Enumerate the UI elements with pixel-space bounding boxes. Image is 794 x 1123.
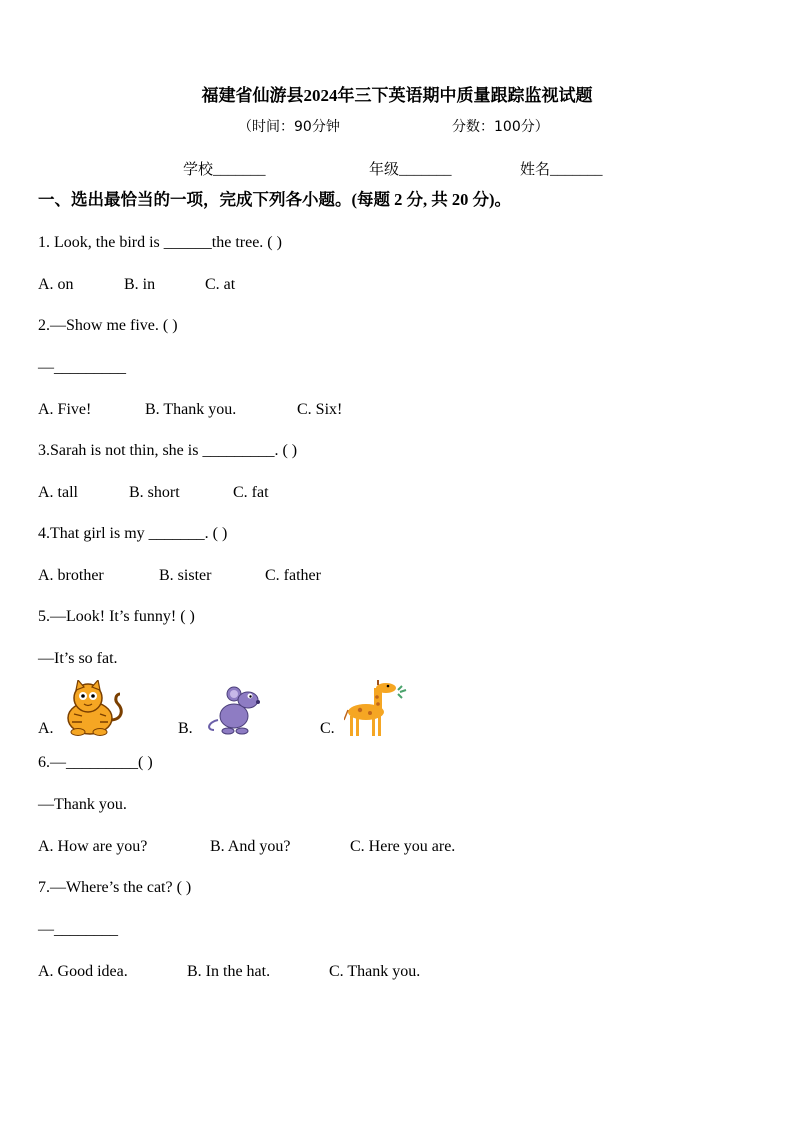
page-title: 福建省仙游县2024年三下英语期中质量跟踪监视试题	[201, 86, 593, 105]
q7-option-b[interactable]: B. In the hat.	[187, 963, 271, 980]
q6-option-a[interactable]: A. How are you?	[38, 838, 148, 855]
q3-option-c[interactable]: C. fat	[233, 484, 269, 501]
exam-time: （时间：90分钟	[238, 119, 340, 135]
q2-option-c[interactable]: C. Six!	[297, 401, 343, 418]
question-1: 1. Look, the bird is ______the tree. ( )	[38, 234, 282, 251]
giraffe-icon[interactable]	[344, 680, 410, 736]
exam-score: 分数：100分）	[452, 119, 549, 135]
question-7: 7.—Where’s the cat? ( )	[38, 879, 192, 896]
q6-option-b[interactable]: B. And you?	[210, 838, 291, 855]
q5-answer-line: —It’s so fat.	[38, 650, 118, 667]
question-6: 6.—_________( )	[38, 754, 153, 771]
q7-answer-line: —________	[38, 921, 118, 938]
q6-option-c[interactable]: C. Here you are.	[350, 838, 456, 855]
mouse-icon[interactable]	[204, 686, 266, 736]
q2-option-b[interactable]: B. Thank you.	[145, 401, 237, 418]
q4-option-b[interactable]: B. sister	[159, 567, 212, 584]
q5-option-c[interactable]: C.	[320, 720, 335, 737]
q7-option-c[interactable]: C. Thank you.	[329, 963, 421, 980]
q1-option-a[interactable]: A. on	[38, 276, 74, 293]
q5-option-b[interactable]: B.	[178, 720, 193, 737]
q3-option-a[interactable]: A. tall	[38, 484, 78, 501]
q1-option-c[interactable]: C. at	[205, 276, 236, 293]
q2-option-a[interactable]: A. Five!	[38, 401, 92, 418]
cat-icon[interactable]	[60, 680, 126, 736]
q3-option-b[interactable]: B. short	[129, 484, 180, 501]
q7-option-a[interactable]: A. Good idea.	[38, 963, 128, 980]
q6-answer-line: —Thank you.	[38, 796, 127, 813]
school-field[interactable]: 学校_______	[183, 162, 266, 178]
q1-option-b[interactable]: B. in	[124, 276, 156, 293]
section-heading: 一、选出最恰当的一项，完成下列各小题。(每题 2 分, 共 20 分)。	[38, 190, 511, 209]
name-field[interactable]: 姓名_______	[520, 162, 603, 178]
question-2: 2.—Show me five. ( )	[38, 317, 178, 334]
q4-option-c[interactable]: C. father	[265, 567, 321, 584]
question-3: 3.Sarah is not thin, she is _________. ( )	[38, 442, 298, 459]
q4-option-a[interactable]: A. brother	[38, 567, 104, 584]
question-4: 4.That girl is my _______. ( )	[38, 525, 228, 542]
grade-field[interactable]: 年级_______	[369, 162, 452, 178]
q5-option-a[interactable]: A.	[38, 720, 54, 737]
question-5: 5.—Look! It’s funny! ( )	[38, 608, 195, 625]
q2-answer-line: —_________	[38, 359, 126, 376]
